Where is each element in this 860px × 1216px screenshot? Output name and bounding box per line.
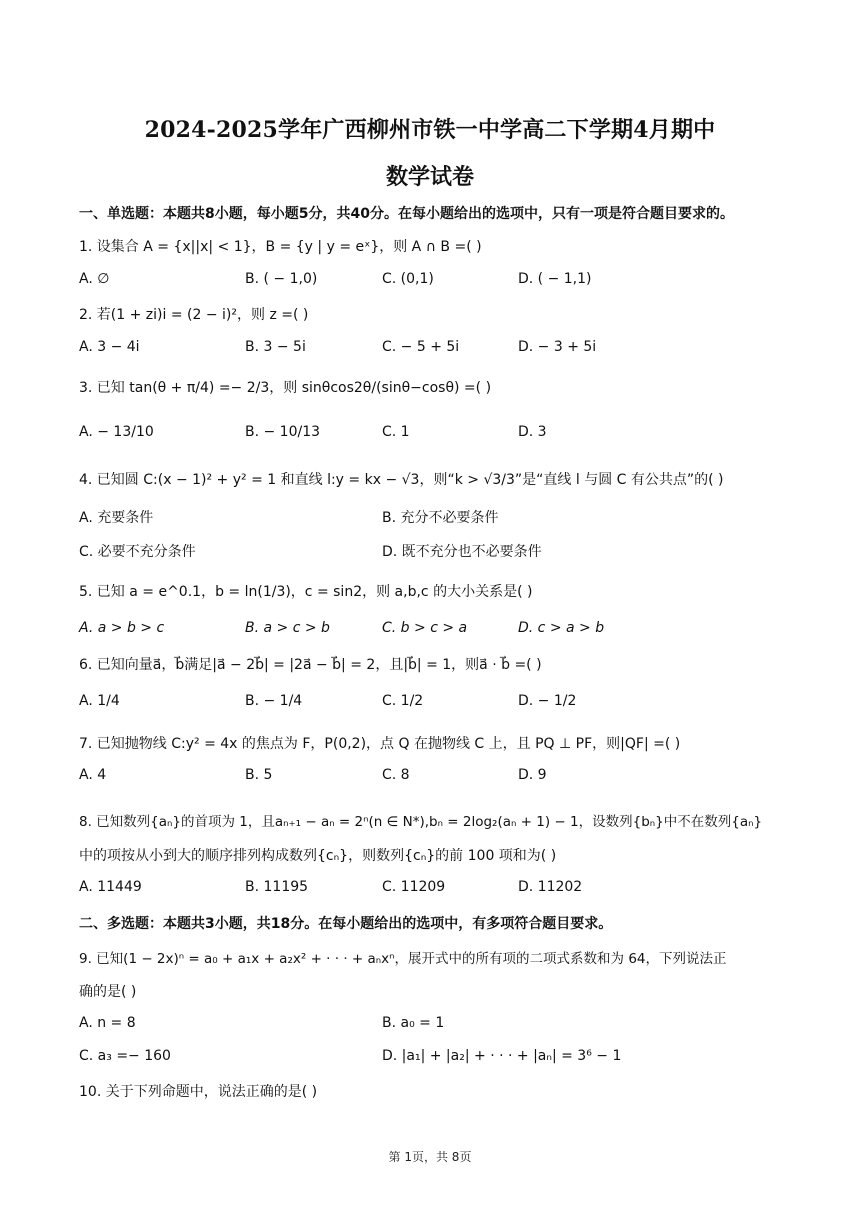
q9-option-b: B. a₀ = 1 [382, 1015, 445, 1031]
question-2-stem: 2. 若(1 + zi)i = (2 − i)²，则 z =( ) [79, 307, 309, 323]
section-heading-single-choice: 一、单选题：本题共8小题，每小题5分，共40分。在每小题给出的选项中，只有一项是符合题目要求的。 [79, 206, 734, 222]
q1-option-a: A. ∅ [79, 271, 110, 287]
q9-option-d: D. |a₁| + |a₂| + · · · + |aₙ| = 3⁶ − 1 [382, 1048, 622, 1064]
q4-option-b: B. 充分不必要条件 [382, 510, 499, 526]
question-9-stem-line2: 确的是( ) [79, 984, 137, 1000]
q3-option-c: C. 1 [382, 424, 410, 440]
q6-option-a: A. 1/4 [79, 693, 120, 709]
q9-option-c: C. a₃ =− 160 [79, 1048, 171, 1064]
page-subtitle: 数学试卷 [385, 164, 474, 190]
q1-option-c: C. (0,1) [382, 271, 434, 287]
question-1-stem: 1. 设集合 A = {x||x| < 1}，B = {y | y = eˣ}，则 A ∩ B =( ) [79, 239, 482, 255]
q4-option-d: D. 既不充分也不必要条件 [382, 544, 542, 560]
q7-option-a: A. 4 [79, 767, 107, 783]
question-7-stem: 7. 已知抛物线 C:y² = 4x 的焦点为 F，P(0,2)，点 Q 在抛物线 C 上，且 PQ ⊥ PF，则|QF| =( ) [79, 736, 681, 752]
q6-option-c: C. 1/2 [382, 693, 424, 709]
question-4-stem: 4. 已知圆 C:(x − 1)² + y² = 1 和直线 l:y = kx − √3，则“k > √3/3”是“直线 l 与圆 C 有公共点”的( ) [79, 472, 724, 488]
q7-option-c: C. 8 [382, 767, 410, 783]
q3-option-a: A. − 13/10 [79, 424, 154, 440]
q2-option-b: B. 3 − 5i [245, 339, 306, 355]
q5-option-a: A. a > b > c [79, 620, 165, 636]
q4-option-a: A. 充要条件 [79, 510, 154, 526]
page-title: 2024-2025学年广西柳州市铁一中学高二下学期4月期中 [144, 117, 716, 143]
q6-option-b: B. − 1/4 [245, 693, 303, 709]
q8-option-d: D. 11202 [518, 879, 583, 895]
q2-option-a: A. 3 − 4i [79, 339, 140, 355]
q4-option-c: C. 必要不充分条件 [79, 544, 196, 560]
q1-option-b: B. ( − 1,0) [245, 271, 318, 287]
section-heading-multi-choice: 二、多选题：本题共3小题，共18分。在每小题给出的选项中，有多项符合题目要求。 [79, 916, 613, 932]
page-footer: 第 1页，共 8页 [388, 1150, 472, 1164]
q8-option-a: A. 11449 [79, 879, 142, 895]
q1-option-d: D. ( − 1,1) [518, 271, 592, 287]
question-5-stem: 5. 已知 a = e^0.1，b = ln(1/3)，c = sin2，则 a,b,c 的大小关系是( ) [79, 584, 533, 600]
q7-option-b: B. 5 [245, 767, 273, 783]
question-8-stem-line2: 中的项按从小到大的顺序排列构成数列{cₙ}，则数列{cₙ}的前 100 项和为( ) [79, 848, 557, 864]
q7-option-d: D. 9 [518, 767, 547, 783]
question-10-stem: 10. 关于下列命题中，说法正确的是( ) [79, 1084, 318, 1100]
q5-option-b: B. a > c > b [245, 620, 330, 636]
q8-option-b: B. 11195 [245, 879, 309, 895]
q6-option-d: D. − 1/2 [518, 693, 577, 709]
q2-option-d: D. − 3 + 5i [518, 339, 597, 355]
question-3-stem: 3. 已知 tan(θ + π/4) =− 2/3，则 sinθcos2θ/(sinθ−cosθ) =( ) [79, 380, 492, 396]
question-9-stem-line1: 9. 已知(1 − 2x)ⁿ = a₀ + a₁x + a₂x² + · · · + aₙxⁿ，展开式中的所有项的二项式系数和为 64，下列说法正 [79, 951, 727, 967]
q5-option-c: C. b > c > a [382, 620, 468, 636]
q9-option-a: A. n = 8 [79, 1015, 136, 1031]
q5-option-d: D. c > a > b [518, 620, 605, 636]
question-8-stem-line1: 8. 已知数列{aₙ}的首项为 1，且aₙ₊₁ − aₙ = 2ⁿ(n ∈ N*),bₙ = 2log₂(aₙ + 1) − 1，设数列{bₙ}中不在数列{aₙ} [79, 814, 763, 830]
q3-option-d: D. 3 [518, 424, 547, 440]
q3-option-b: B. − 10/13 [245, 424, 321, 440]
question-6-stem: 6. 已知向量a⃗，b⃗满足|a⃗ − 2b⃗| = |2a⃗ − b⃗| = 2，且|b⃗| = 1，则a⃗ · b⃗ =( ) [79, 657, 542, 673]
q8-option-c: C. 11209 [382, 879, 446, 895]
q2-option-c: C. − 5 + 5i [382, 339, 460, 355]
